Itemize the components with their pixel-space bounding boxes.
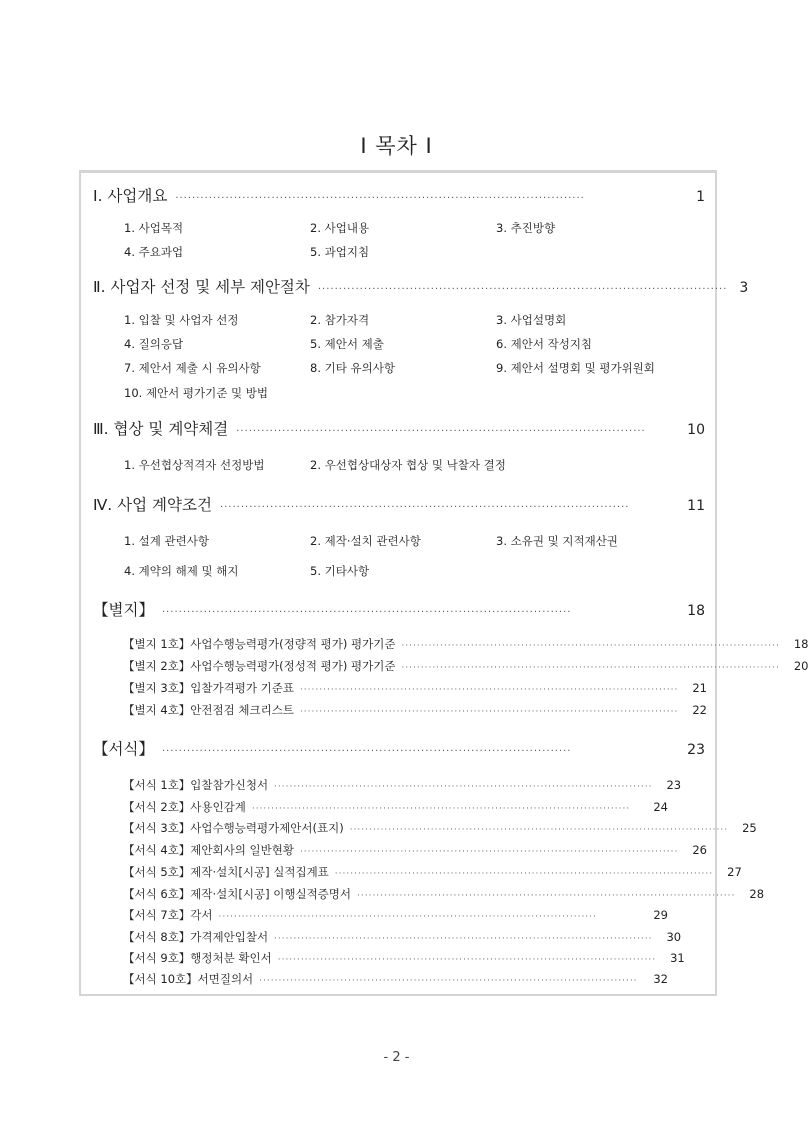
leader-dots: ·································································································· <box>277 955 657 965</box>
toc-section-1[interactable] <box>93 184 705 206</box>
toc-entry[interactable] <box>123 777 682 793</box>
entry-page: 30 <box>666 930 682 944</box>
toc-item[interactable]: 4. 질의응답 <box>124 337 184 351</box>
entry-label: 【서식 10호】서면질의서 <box>123 972 254 986</box>
toc-entry[interactable] <box>123 680 707 696</box>
leader-dots: ·································································································· <box>401 641 780 651</box>
entry-page: 23 <box>666 778 682 792</box>
toc-item[interactable]: 6. 제안서 작성지침 <box>496 337 593 351</box>
entry-label: 【서식 5호】제작·설치[시공] 실적집계표 <box>123 865 329 879</box>
entry-label: 【서식 8호】가격제안입찰서 <box>123 930 269 944</box>
toc-section-3[interactable] <box>93 417 705 439</box>
entry-page: 31 <box>670 951 685 965</box>
entry-page: 29 <box>653 908 668 922</box>
section-label: Ⅱ. 사업자 선정 및 세부 제안절차 <box>93 278 310 296</box>
toc-item[interactable]: 2. 참가자격 <box>310 313 370 327</box>
toc-entry[interactable] <box>123 929 682 945</box>
toc-item[interactable]: 9. 제안서 설명회 및 평가위원회 <box>496 361 655 375</box>
entry-page: 18 <box>793 637 808 651</box>
entry-page: 32 <box>653 972 668 986</box>
toc-entry[interactable] <box>123 842 707 858</box>
entry-label: 【별지 3호】입찰가격평가 기준표 <box>123 681 294 695</box>
leader-dots: ·································································································· <box>218 912 597 922</box>
entry-label: 【서식 7호】각서 <box>123 908 213 922</box>
leader-dots: ·································································································· <box>219 502 630 513</box>
entry-page: 24 <box>653 800 668 814</box>
toc-item[interactable]: 3. 사업설명회 <box>496 313 567 327</box>
forms-page: 23 <box>687 742 705 758</box>
page-title: Ⅰ 목차 Ⅰ <box>360 134 433 158</box>
toc-section-4[interactable] <box>93 493 705 515</box>
forms-label: 【서식】 <box>93 740 154 758</box>
section-label: Ⅰ. 사업개요 <box>93 187 168 205</box>
toc-item[interactable]: 10. 제안서 평가기준 및 방법 <box>124 386 268 400</box>
toc-item[interactable]: 2. 제작·설치 관련사항 <box>310 534 421 548</box>
entry-page: 28 <box>749 887 765 901</box>
entry-label: 【서식 1호】입찰참가신청서 <box>123 778 269 792</box>
appendix-page: 18 <box>687 603 705 619</box>
section-page: 11 <box>687 498 705 514</box>
entry-label: 【별지 2호】사업수행능력평가(정성적 평가) 평가기준 <box>123 659 396 673</box>
leader-dots: ·································································································· <box>274 782 653 792</box>
toc-item[interactable]: 8. 기타 유의사항 <box>310 361 395 375</box>
toc-entry[interactable] <box>123 971 668 987</box>
toc-entry[interactable] <box>123 658 808 674</box>
entry-label: 【서식 3호】사업수행능력평가제안서(표지) <box>123 821 344 835</box>
toc-entry[interactable] <box>123 886 765 902</box>
entry-page: 25 <box>742 821 757 835</box>
section-page: 1 <box>696 189 705 205</box>
leader-dots: ·································································································· <box>401 663 780 673</box>
toc-item[interactable]: 1. 우선협상적격자 선정방법 <box>124 458 265 472</box>
entry-page: 22 <box>692 703 707 717</box>
leader-dots: ·································································································· <box>236 426 646 437</box>
toc-item[interactable]: 1. 사업목적 <box>124 221 184 235</box>
leader-dots: ·································································································· <box>251 804 631 814</box>
entry-label: 【별지 1호】사업수행능력평가(정량적 평가) 평가기준 <box>123 637 396 651</box>
entry-page: 26 <box>692 843 707 857</box>
toc-item[interactable]: 5. 기타사항 <box>310 564 370 578</box>
toc-item[interactable]: 4. 주요과업 <box>124 245 184 259</box>
toc-entry[interactable] <box>123 799 668 815</box>
toc-item[interactable]: 2. 우선협상대상자 협상 및 낙찰자 결정 <box>310 458 506 472</box>
page-number: - 2 - <box>383 1050 410 1065</box>
toc-entry[interactable] <box>123 636 808 652</box>
toc-entry[interactable] <box>123 820 757 836</box>
leader-dots: ·································································································· <box>317 284 728 295</box>
leader-dots: ·································································································· <box>357 891 736 901</box>
toc-item[interactable]: 5. 과업지침 <box>310 245 370 259</box>
toc-appendix[interactable] <box>93 598 705 620</box>
toc-item[interactable]: 1. 입찰 및 사업자 선정 <box>124 313 239 327</box>
entry-label: 【서식 2호】사용인감계 <box>123 800 246 814</box>
leader-dots: ·································································································· <box>259 976 638 986</box>
leader-dots: ·································································································· <box>299 707 679 717</box>
leader-dots: ·································································································· <box>299 685 679 695</box>
toc-item[interactable]: 7. 제안서 제출 시 유의사항 <box>124 361 261 375</box>
appendix-label: 【별지】 <box>93 601 154 619</box>
entry-label: 【별지 4호】안전점검 체크리스트 <box>123 703 294 717</box>
leader-dots: ·································································································· <box>299 847 679 857</box>
toc-item[interactable]: 1. 설계 관련사항 <box>124 534 209 548</box>
section-label: Ⅳ. 사업 계약조건 <box>93 496 212 514</box>
entry-page: 21 <box>692 681 707 695</box>
leader-dots: ·································································································· <box>161 607 572 618</box>
toc-section-2[interactable] <box>93 275 749 297</box>
toc-forms[interactable] <box>93 737 705 759</box>
leader-dots: ·································································································· <box>334 869 714 879</box>
toc-item[interactable]: 3. 소유권 및 지적재산권 <box>496 534 618 548</box>
toc-entry[interactable] <box>123 907 668 923</box>
leader-dots: ·································································································· <box>161 746 572 757</box>
section-label: Ⅲ. 협상 및 계약체결 <box>93 420 229 438</box>
toc-item[interactable]: 4. 계약의 해제 및 해지 <box>124 564 239 578</box>
toc-entry[interactable] <box>123 950 685 966</box>
leader-dots: ·································································································· <box>274 934 653 944</box>
leader-dots: ·································································································· <box>175 193 585 204</box>
toc-item[interactable]: 5. 제안서 제출 <box>310 337 384 351</box>
section-page: 3 <box>739 280 749 296</box>
entry-page: 27 <box>727 865 742 879</box>
toc-entry[interactable] <box>123 702 707 718</box>
entry-label: 【서식 9호】행정처분 확인서 <box>123 951 272 965</box>
section-page: 10 <box>687 422 705 438</box>
entry-page: 20 <box>793 659 808 673</box>
toc-item[interactable]: 3. 추진방향 <box>496 221 556 235</box>
toc-item[interactable]: 2. 사업내용 <box>310 221 370 235</box>
leader-dots: ·································································································· <box>349 825 729 835</box>
entry-label: 【서식 6호】제작·설치[시공] 이행실적증명서 <box>123 887 351 901</box>
entry-label: 【서식 4호】제안회사의 일반현황 <box>123 843 294 857</box>
toc-entry[interactable] <box>123 864 742 880</box>
